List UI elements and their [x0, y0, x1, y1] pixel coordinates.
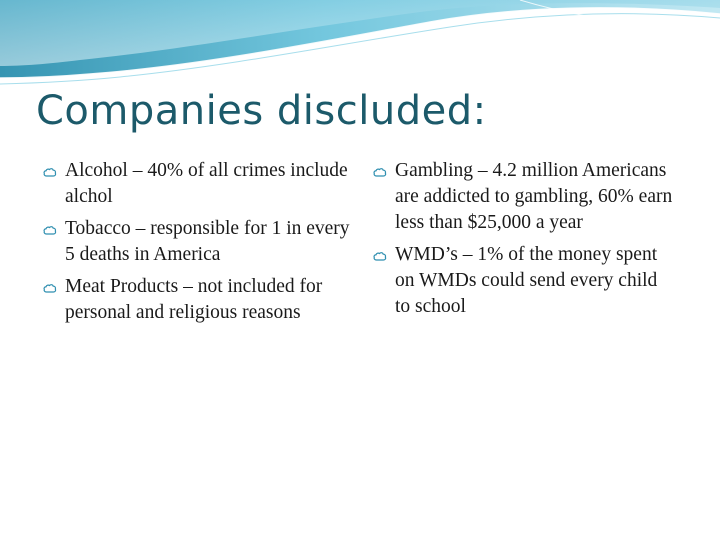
wave-header-decoration — [0, 0, 720, 90]
bullet-item-gambling — [370, 158, 675, 236]
bullet-item-tobacco — [40, 216, 358, 268]
cloud-bullet-icon — [373, 249, 387, 263]
bullet-item-wmds — [370, 242, 675, 320]
slide-title: Companies discluded: — [36, 88, 487, 134]
bullet-text: Tobacco – responsible for 1 in every 5 deaths in America — [65, 218, 350, 265]
bullet-item-meat-products — [40, 274, 358, 326]
bullet-text: Alcohol – 40% of all crimes include alchol — [65, 160, 348, 207]
bullet-text: Gambling – 4.2 million Americans are addicted to gambling, 60% earn less than $25,000 a year — [395, 160, 673, 233]
cloud-bullet-icon — [43, 165, 57, 179]
cloud-bullet-icon — [373, 165, 387, 179]
right-bullet-list — [370, 158, 675, 326]
bullet-text: WMD’s – 1% of the money spent on WMDs could send every child to school — [395, 244, 658, 317]
bullet-text: Meat Products – not included for personal and religious reasons — [65, 276, 323, 323]
left-bullet-list — [40, 158, 358, 332]
bullet-item-alcohol — [40, 158, 358, 210]
cloud-bullet-icon — [43, 281, 57, 295]
cloud-bullet-icon — [43, 223, 57, 237]
